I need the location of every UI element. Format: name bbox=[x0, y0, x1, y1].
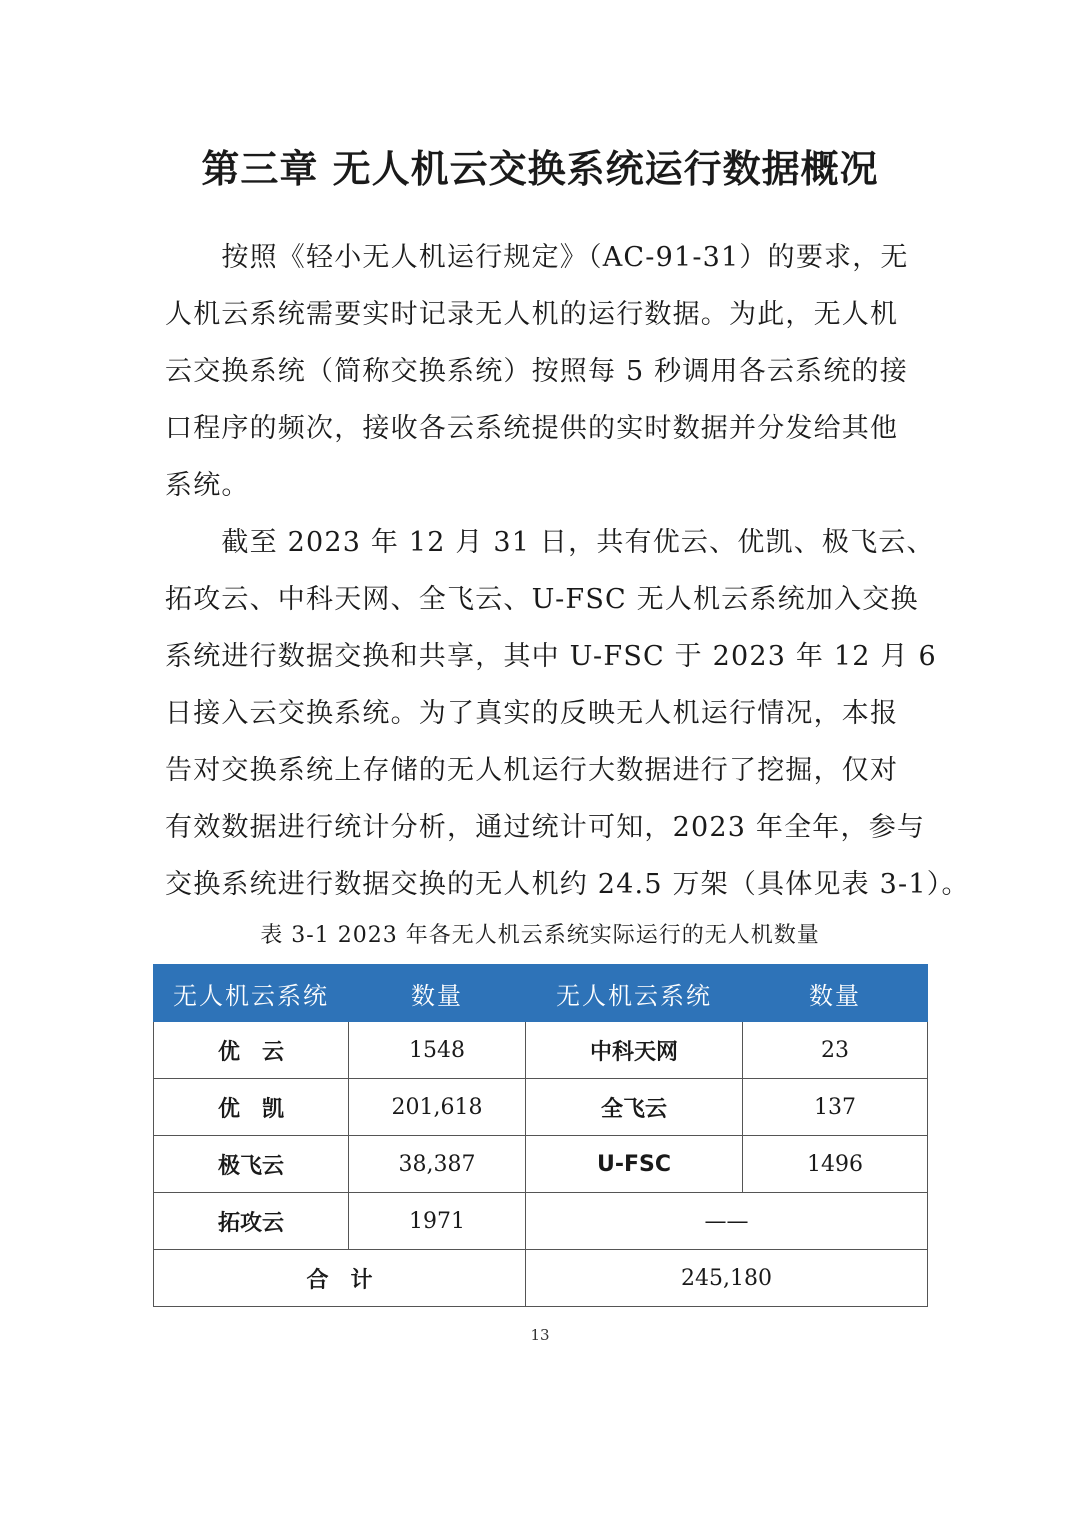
system-name-cell: 优 云 bbox=[154, 1022, 349, 1079]
count-cell: 1496 bbox=[743, 1136, 928, 1193]
system-name-cell: 优 凯 bbox=[154, 1079, 349, 1136]
table-row bbox=[154, 1136, 928, 1193]
total-label-cell: 合 计 bbox=[154, 1250, 526, 1307]
table-total-row bbox=[154, 1250, 928, 1307]
table-row bbox=[154, 1079, 928, 1136]
count-cell: 1971 bbox=[349, 1193, 526, 1250]
paragraph-line: 系统进行数据交换和共享，其中 U-FSC 于 2023 年 12 月 6 bbox=[165, 641, 937, 672]
paragraph-line: 日接入云交换系统。为了真实的反映无人机运行情况，本报 bbox=[165, 698, 899, 729]
count-cell: 1548 bbox=[349, 1022, 526, 1079]
page-number: 13 bbox=[530, 1326, 550, 1344]
paragraph-line: 有效数据进行统计分析，通过统计可知，2023 年全年，参与 bbox=[165, 812, 926, 843]
drone-count-table bbox=[153, 964, 928, 1307]
paragraph-line: 按照《轻小无人机运行规定》（AC-91-31）的要求，无 bbox=[165, 242, 909, 273]
column-header-count: 数量 bbox=[743, 965, 928, 1022]
count-cell: 201,618 bbox=[349, 1079, 526, 1136]
paragraph-line: 拓攻云、中科天网、全飞云、U-FSC 无人机云系统加入交换 bbox=[165, 584, 919, 615]
column-header-system: 无人机云系统 bbox=[154, 965, 349, 1022]
paragraph-line: 口程序的频次，接收各云系统提供的实时数据并分发给其他 bbox=[165, 413, 899, 444]
total-value-cell: 245,180 bbox=[526, 1250, 928, 1307]
paragraph-line: 人机云系统需要实时记录无人机的运行数据。为此，无人机 bbox=[165, 299, 899, 330]
column-header-system: 无人机云系统 bbox=[526, 965, 743, 1022]
paragraph-line: 系统。 bbox=[165, 470, 250, 501]
system-name-cell: 中科天网 bbox=[526, 1022, 743, 1079]
system-name-cell: 拓攻云 bbox=[154, 1193, 349, 1250]
paragraph-line: 云交换系统（简称交换系统）按照每 5 秒调用各云系统的接 bbox=[165, 356, 908, 387]
system-name-cell: 极飞云 bbox=[154, 1136, 349, 1193]
table-caption: 表 3-1 2023 年各无人机云系统实际运行的无人机数量 bbox=[260, 923, 820, 948]
count-cell: 23 bbox=[743, 1022, 928, 1079]
count-cell: 38,387 bbox=[349, 1136, 526, 1193]
paragraph-line: 告对交换系统上存储的无人机运行大数据进行了挖掘，仅对 bbox=[165, 755, 899, 786]
paragraph-line: 交换系统进行数据交换的无人机约 24.5 万架（具体见表 3-1）。 bbox=[165, 869, 970, 900]
table-header-row bbox=[154, 965, 928, 1022]
table-row bbox=[154, 1193, 928, 1250]
empty-placeholder-cell: —— bbox=[526, 1193, 928, 1250]
column-header-count: 数量 bbox=[349, 965, 526, 1022]
table-row bbox=[154, 1022, 928, 1079]
system-name-cell: 全飞云 bbox=[526, 1079, 743, 1136]
count-cell: 137 bbox=[743, 1079, 928, 1136]
paragraph-line: 截至 2023 年 12 月 31 日，共有优云、优凯、极飞云、 bbox=[165, 527, 935, 558]
page-title: 第三章 无人机云交换系统运行数据概况 bbox=[201, 147, 879, 191]
system-name-cell: U-FSC bbox=[526, 1136, 743, 1193]
